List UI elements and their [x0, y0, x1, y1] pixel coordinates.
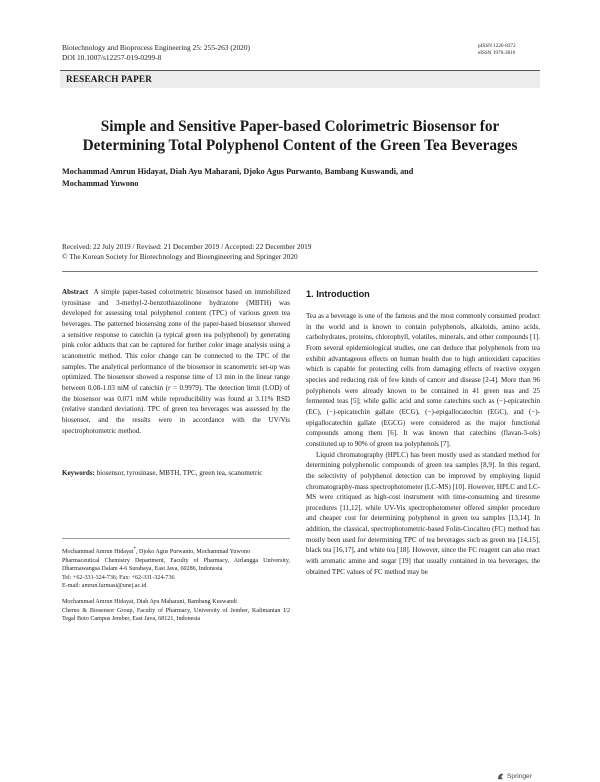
section-label: RESEARCH PAPER: [66, 74, 153, 84]
intro-paragraph-2: Liquid chromatography (HPLC) has been mostly used as standard method for determining polyphenolic compounds of green tea samples [8,9]. In this regard, the selectivity of polyphenol detection can be improved by employing liquid chromatography-mass spectrophotometer (LC-MS) [10]. However, HPLC and LC-MS were critiqued as high-cost instrument with time-consuming and tiresome procedures [11,12], while UV-Vis spectrophotometer offered simpler procedure and cheaper cost for determining polyphenol in green tea samples [13,14]. In addition, the classical, spectrophotometric-based Folin-Ciocalteu (FC) method has mostly been used for determining TPC of tea beverages such as green tea [14,15], black tea [16,17], and white tea [18]. However, since the FC reagent can also react with aromatic amine and sugar [19] that usually contained in tea beverages, the obtained TPC values of FC method may be: [306, 450, 540, 576]
copyright: © The Korean Society for Biotechnology and Bioengineering and Springer 2020: [62, 252, 298, 261]
footnote-1-coauthors: , Djoko Agus Purwanto, Mochammad Yuwono: [135, 549, 250, 556]
pissn: pISSN 1226-8372: [478, 43, 516, 49]
author-footnotes: [62, 545, 290, 624]
journal-citation: Biotechnology and Bioprocess Engineering 25: 255-263 (2020): [62, 43, 251, 52]
received-dates: Received: 22 July 2019 / Revised: 21 December 2019 / Accepted: 22 December 2019: [62, 242, 312, 251]
r-symbol: r: [167, 383, 171, 392]
abstract-text-2: = 0.9979). The detection limit (LOD) of the biosensor was 0.071 mM while reproducibility was found at 3.11% RSD (relative standard deviation). TPC of green tea beverages was assessed by the biosensor, and the results were in accordance with the UV/Vis spectrophotometric method.: [62, 383, 291, 435]
author-line-2: Mochammad Yuwono: [62, 179, 139, 188]
springer-horse-icon: [496, 772, 505, 781]
issn-block: [478, 43, 516, 56]
keywords: [62, 468, 290, 479]
keywords-label: Keywords:: [62, 469, 95, 477]
footnote-2-affiliation: Chemo & Biosensor Group, Faculty of Pharmacy, University of Jember, Kalimantan I/2 Tegal Boto Campus Jember, East Java, 68121, Indonesia: [62, 607, 290, 623]
keywords-text: biosensor, tyrosinase, MBTH, TPC, green tea, scanometric: [96, 469, 263, 477]
publisher-logo: [496, 772, 532, 781]
author-list: [62, 166, 538, 190]
intro-paragraph-1: Tea as a beverage is one of the famous and the most commonly consumed product in the world and is known to contain polyphenols, alkaloids, amino acids, carbohydrates, proteins, chlorophyll, volatiles, minerals, and other compounds [1]. From several epidemiological studies, one can deduce that polyphenols from tea exhibit advantageous effects on human health due to high antioxidant capacities which is capable for protecting cells from damaging effects of reactive oxygen species and reducing risk of few kinds of cancer and disease [2-4]. More than 96 polyphenols were already known to be contained in 41 green teas and 25 fermented teas [5]; while gallic acid and some catechins such as (−)-epicatechin (EC), (−)-epicatechin gallate (ECG), (−)-epigallocatechin (EGC), and (−)-epigallocatechin gallate (EGCG) were considered as the major functional compounds among them [6]. It was known that catechins (flavan-3-ols) constituted up to 90% of green tea polyphenols [7].: [306, 312, 540, 448]
introduction-body: [306, 311, 540, 577]
corresponding-star: *: [133, 546, 136, 552]
section-band: [60, 71, 540, 88]
footnote-2-authors: Mochammad Amrun Hidayat, Diah Ayu Maharani, Bambang Kuswandi: [62, 599, 237, 605]
article-history: [62, 242, 538, 262]
paper-title: Simple and Sensitive Paper-based Colorimetric Biosensor for Determining Total Polyphenol Content of the Green Tea Beverages: [82, 118, 518, 154]
footnote-1-tel: Tel: +62-331-324-736; Fax: +62-331-324-736: [62, 574, 175, 581]
abstract-text-1: A simple paper-based colorimetric biosensor based on immobilized tyrosinase and 3-methyl-2-benzothiazolinone hydrazone (MBTH) was developed for assessing total polyphenol content (TPC) of various green tea beverages. The patterned biosensing zone of the paper-based biosensor showed a sensitive response to catechin (a typical green tea polyphenol) by generating pink color adducts that can be captured for further color image analysis using a scanometric method. This color change can be connected to the TPC of the samples. The analytical performance of the biosensor in scanometric set-up was optimized. The biosensor showed a response time of 13 min in the linear range between 0.08-1.03 mM of catechin (: [62, 288, 290, 392]
abstract-label: Abstract: [62, 288, 89, 296]
publisher-name: Springer: [507, 773, 532, 780]
footnote-rule: [62, 538, 290, 539]
journal-header: [62, 43, 250, 63]
footnote-1-authors: [62, 545, 290, 557]
author-line-1: Mochammad Amrun Hidayat, Diah Ayu Maharani, Djoko Agus Purwanto, Bambang Kuswandi, and: [62, 167, 414, 176]
abstract: [62, 287, 290, 436]
section-heading-introduction: 1. Introduction: [306, 289, 370, 299]
eissn: eISSN 1976-3816: [478, 49, 516, 56]
footnote-1-affiliation: Pharmaceutical Chemistry Department, Faculty of Pharmacy, Airlangga University, Dharmawangsa Dalam 4-6 Surabaya, East Java, 60286, Indonesia: [62, 557, 290, 573]
footnote-1-email[interactable]: E-mail: amrun.farmasi@unej.ac.id: [62, 583, 147, 590]
doi[interactable]: DOI 10.1007/s12257-019-0299-8: [62, 53, 162, 62]
corresponding-author: Mochammad Amrun Hidayat: [62, 549, 134, 556]
divider: [62, 271, 538, 272]
